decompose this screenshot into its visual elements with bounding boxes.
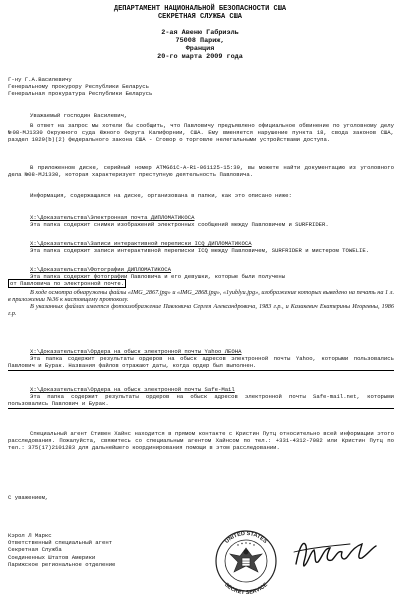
folder-photos-desc-a: Эта папка содержит фотографии Павловича и его девушки, которые были получены [30,273,286,281]
signer-name: Кэрол Л Маркс [8,532,52,539]
folder-yahoo-path: X:\Доказательства\Ордера на обыск электронной почты Yahoo ЛЕОНА [30,348,242,355]
salutation: Уважаемый господин Василевич, [30,112,128,119]
paragraph-disk: В приложенном диске, серийный номер ATMG61C-A-R1-061125-15:39, вы можете найти документацию из уголовного дела №08-MJ1330, которая характеризует преступную деятельность Павловича. [8,164,394,179]
paragraph-info-intro: Информация, содержащаяся на диске, организована в папки, как это описано ниже: [30,192,292,199]
header-department: ДЕПАРТАМЕНТ НАЦИОНАЛЬНОЙ БЕЗОПАСНОСТИ США [113,5,287,13]
folder-yahoo [8,348,394,371]
recipient-office: Генеральная прокуратура Республики Беларусь [8,90,153,98]
handwritten-signature [290,534,380,574]
signer-title: Ответственный специальный агент [8,539,113,547]
seal-text-top: UNITED STATES [224,530,269,545]
signer-office: Парижское региональное отделение [8,560,116,568]
eagle-icon [230,548,262,572]
folder-icq-path: X:\Доказательства\Записи интерактивной переписки ICQ ДИПЛОМАТИКОСА [30,240,252,247]
signer-org: Секретная Служба [8,546,62,554]
folder-safemail [8,386,394,409]
folder-photos-path: X:\Доказательства\Фотографии ДИПЛОМАТИКОСА [30,266,171,273]
folder-email-desc: Эта папка содержит снимки изображений электронных сообщений между Павловичем и SURFRIDER. [30,221,329,229]
folder-yahoo-desc: Эта папка содержит результаты ордеров на обыск адресов электронной почты Yahoo, которыми пользовались Павлович и Бурак. Названия файлов отражают даты, когда ордер был выполнен. [8,355,394,370]
paragraph-contacts: Специальный агент Стивен Хайнс находится в прямом контакте с Кристин Путц относительно всей информации этого расследования. Пожалуйста, свяжитесь со специальным агентом Хайнсом по тел.: +331-4312-7082 или Кристин Путц по тел.: 375(17)2101283 для дальнейшего координирования помощи в этом расследовании. [8,430,394,452]
folder-email [8,214,394,228]
seal-text-bottom: SECRET SERVICE [223,581,269,594]
header-service: СЕКРЕТНАЯ СЛУЖБА США [157,13,242,21]
closing: С уважением, [8,494,49,501]
signer-block [8,532,208,568]
secret-service-seal [206,528,286,594]
folder-safemail-desc: Эта папка содержит результаты ордеров на обыск адресов электронной почты Safe-mail.net, которыми пользовались Павлович и Бурак. [8,393,394,408]
seal-stars [237,542,254,545]
address-city: 75008 Париж, [175,37,225,45]
address-country: Франция [185,45,215,53]
folder-email-path: X:\Доказательства\Электронная почта ДИПЛОМАТИКОСА [30,214,195,221]
signer-country: Соединенных Штатов Америки [8,553,96,561]
folder-icq [8,240,394,254]
photos-note-inspection: В ходе осмотра обнаружены файлы «IMG_2867.jpg» и «IMG_2868.jpg», «1yublyu.jpg», изображение которых выведено на печать на 1 л. в приложении №36 к настоящему протоколу. [8,288,394,303]
folder-safemail-path: X:\Доказательства\Ордера на обыск электронной почты Safe-Mail [30,386,235,393]
address-street: 2-ая Авеню Габриэль [161,29,239,37]
recipient-block [8,76,394,98]
photos-note-persons: В указанных файлах имеется фотоизображение Павловича Сергея Александровича, 1983 г.р., и Казакевич Екатерины Игоревны, 1986 г.р. [8,303,394,318]
folder-photos [8,266,394,317]
folder-icq-desc: Эта папка содержит записи интерактивной переписки ICQ между Павловичем, SURFRIDER и мистером TOWELIE. [30,247,370,255]
folder-photos-desc-b: от Павловича по электронной почте. [10,280,125,288]
paragraph-charges: В ответ на запрос мы хотели бы сообщить, что Павловичу предъявлено официальное обвинение по уголовному делу №08-MJ1330 Окружного суда Южного Округа Калифорнии, США. Ему вменяется нарушение пункта 18, свода законов США, раздел 1029(b)(2) федерального закона США - Сговор о торговле нелегальными устройствами доступа. [8,122,394,144]
recipient-name: Г-ну Г.А.Василевичу [8,76,72,83]
svg-text:SECRET SERVICE [223,582,269,594]
recipient-position: Генеральному прокурору Республики Беларусь [8,83,149,91]
letter-date: 20-го марта 2009 года [157,53,243,61]
